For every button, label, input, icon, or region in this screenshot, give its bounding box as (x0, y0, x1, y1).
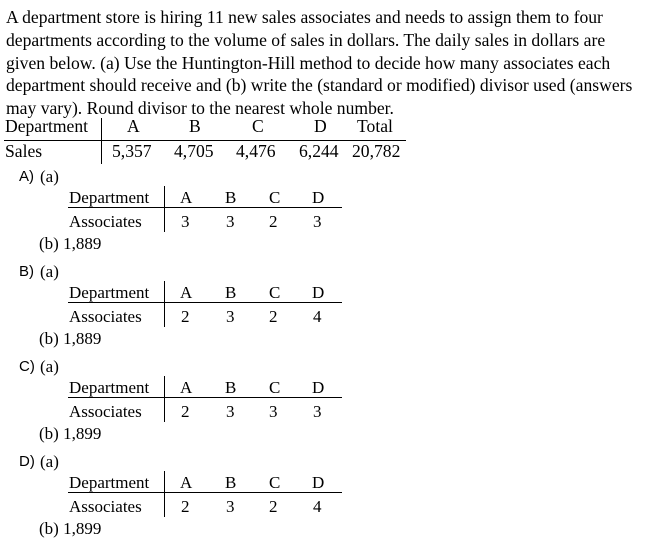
option-part-a: (a) (40, 262, 59, 281)
option-value-d: 3 (313, 402, 322, 421)
sales-header-d: D (314, 116, 327, 136)
option-value-a: 2 (181, 497, 190, 516)
option-d[interactable] (0, 452, 650, 547)
option-b[interactable] (0, 262, 650, 357)
option-value-c: 2 (269, 212, 278, 231)
option-letter: C) (19, 358, 35, 375)
sales-value-total: 20,782 (352, 141, 401, 161)
question-text (6, 6, 648, 120)
option-value-c: 2 (269, 307, 278, 326)
sales-header-total: Total (357, 116, 393, 136)
option-header-department: Department (69, 283, 150, 302)
sales-header-department: Department (5, 116, 89, 136)
option-c[interactable] (0, 357, 650, 452)
question-line: A department store is hiring 11 new sales associates and needs to assign them to four (6, 7, 603, 27)
option-header-department: Department (69, 473, 150, 492)
option-letter: B) (19, 263, 34, 280)
option-part-b: (b) 1,899 (39, 424, 102, 443)
option-table-column-divider (164, 186, 165, 232)
option-value-d: 3 (313, 212, 322, 231)
option-header-b: B (225, 473, 237, 492)
option-value-d: 4 (313, 497, 322, 516)
option-header-a: A (180, 283, 193, 302)
option-header-c: C (269, 378, 281, 397)
option-value-c: 2 (269, 497, 278, 516)
question-line: may vary). Round divisor to the nearest whole number. (6, 98, 394, 119)
option-value-b: 3 (226, 307, 235, 326)
option-letter: A) (19, 168, 34, 185)
sales-value-a: 5,357 (112, 141, 152, 161)
option-row-label: Associates (69, 307, 142, 326)
option-table-divider (68, 397, 342, 398)
option-row-label: Associates (69, 497, 142, 516)
option-value-a: 2 (181, 402, 190, 421)
option-header-c: C (269, 283, 281, 302)
option-table-divider (68, 492, 342, 493)
sales-value-b: 4,705 (174, 141, 214, 161)
option-header-c: C (269, 188, 281, 207)
option-table-divider (68, 302, 342, 303)
sales-header-b: B (189, 116, 201, 136)
option-value-b: 3 (226, 497, 235, 516)
option-part-a: (a) (40, 167, 59, 186)
option-header-b: B (225, 188, 237, 207)
option-part-b: (b) 1,889 (39, 329, 102, 348)
option-header-a: A (180, 473, 193, 492)
option-header-a: A (180, 188, 193, 207)
option-header-d: D (312, 188, 325, 207)
sales-value-d: 6,244 (299, 141, 339, 161)
option-header-a: A (180, 378, 193, 397)
option-header-department: Department (69, 378, 150, 397)
question-line: given below. (a) Use the Huntington-Hill method to decide how many associates each (6, 52, 611, 73)
option-table-column-divider (164, 471, 165, 517)
option-table-divider (68, 207, 342, 208)
option-a[interactable] (0, 167, 650, 262)
option-table-column-divider (164, 376, 165, 422)
option-header-d: D (312, 473, 325, 492)
option-value-a: 2 (181, 307, 190, 326)
option-value-c: 3 (269, 402, 278, 421)
option-header-department: Department (69, 188, 150, 207)
option-row-label: Associates (69, 212, 142, 231)
option-row-label: Associates (69, 402, 142, 421)
sales-header-c: C (252, 116, 264, 136)
option-header-b: B (225, 283, 237, 302)
option-header-b: B (225, 378, 237, 397)
option-table-column-divider (164, 281, 165, 327)
sales-value-c: 4,476 (236, 141, 276, 161)
option-part-a: (a) (40, 452, 59, 471)
option-value-b: 3 (226, 402, 235, 421)
sales-table-column-divider (101, 118, 102, 164)
sales-row-label: Sales (5, 141, 43, 161)
option-value-b: 3 (226, 212, 235, 231)
question-line: department should receive and (b) write the (standard or modified) divisor used (answers (6, 75, 633, 96)
option-part-b: (b) 1,889 (39, 234, 102, 253)
option-header-c: C (269, 473, 281, 492)
option-value-a: 3 (181, 212, 190, 231)
option-letter: D) (19, 453, 35, 470)
question-line: departments according to the volume of sales in dollars. The daily sales in dollars are (6, 29, 606, 50)
sales-header-a: A (127, 116, 140, 136)
option-part-b: (b) 1,899 (39, 519, 102, 538)
option-header-d: D (312, 283, 325, 302)
option-part-a: (a) (40, 357, 59, 376)
option-header-d: D (312, 378, 325, 397)
option-value-d: 4 (313, 307, 322, 326)
